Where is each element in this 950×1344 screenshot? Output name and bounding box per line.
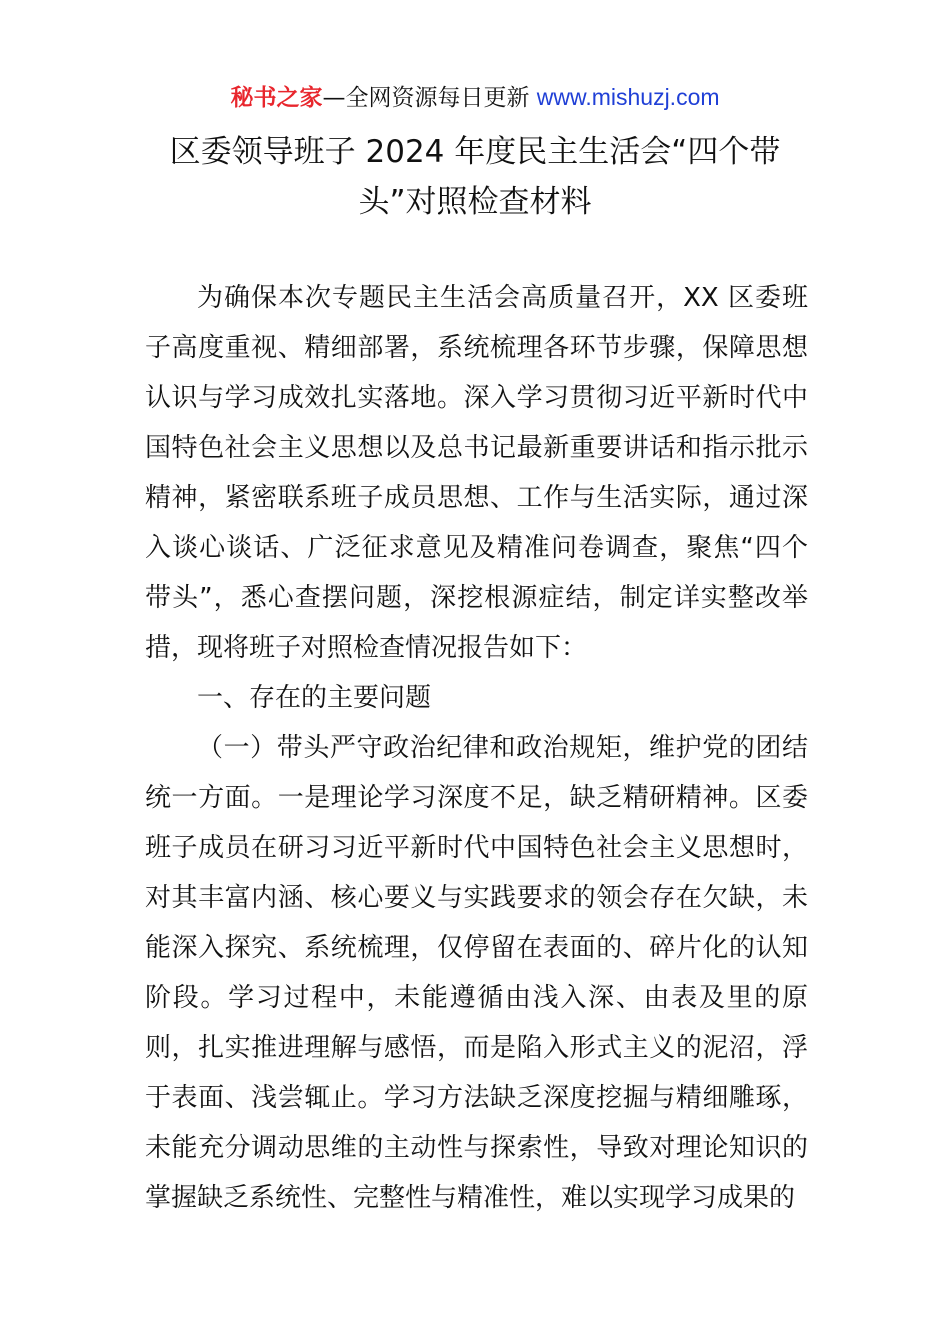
intro-paragraph: 为确保本次专题民主生活会高质量召开，XX 区委班子高度重视、精细部署，系统梳理各环节步骤，保障思想认识与学习成效扎实落地。深入学习贯彻习近平新时代中国特色社会主义思想以及总书记最新重要讲话和指示批示精神，紧密联系班子成员思想、工作与生活实际，通过深入谈心谈话、广泛征求意见及精准问卷调查，聚焦“四个带头”，悉心查摆问题，深挖根源症结，制定详实整改举措，现将班子对照检查情况报告如下：	[145, 283, 808, 663]
section-heading-1: 一、存在的主要问题	[197, 683, 432, 713]
site-header	[0, 80, 950, 115]
brand-name: 秘书之家	[230, 85, 323, 111]
header-tagline: —全网资源每日更新	[322, 85, 537, 111]
title-line-2: 头”对照检查材料	[358, 184, 592, 220]
title-line-1: 区委领导班子 2024 年度民主生活会“四个带	[169, 134, 781, 170]
site-url-link[interactable]: www.mishuzj.com	[536, 84, 720, 110]
document-body	[145, 273, 808, 1223]
document-title	[150, 127, 800, 227]
section-1-paragraph-1: （一）带头严守政治纪律和政治规矩，维护党的团结统一方面。一是理论学习深度不足，缺乏精研精神。区委班子成员在研习习近平新时代中国特色社会主义思想时，对其丰富内涵、核心要义与实践要求的领会存在欠缺，未能深入探究、系统梳理，仅停留在表面的、碎片化的认知阶段。学习过程中，未能遵循由浅入深、由表及里的原则，扎实推进理解与感悟，而是陷入形式主义的泥沼，浮于表面、浅尝辄止。学习方法缺乏深度挖掘与精细雕琢，未能充分调动思维的主动性与探索性，导致对理论知识的掌握缺乏系统性、完整性与精准性，难以实现学习成果的	[145, 733, 808, 1213]
